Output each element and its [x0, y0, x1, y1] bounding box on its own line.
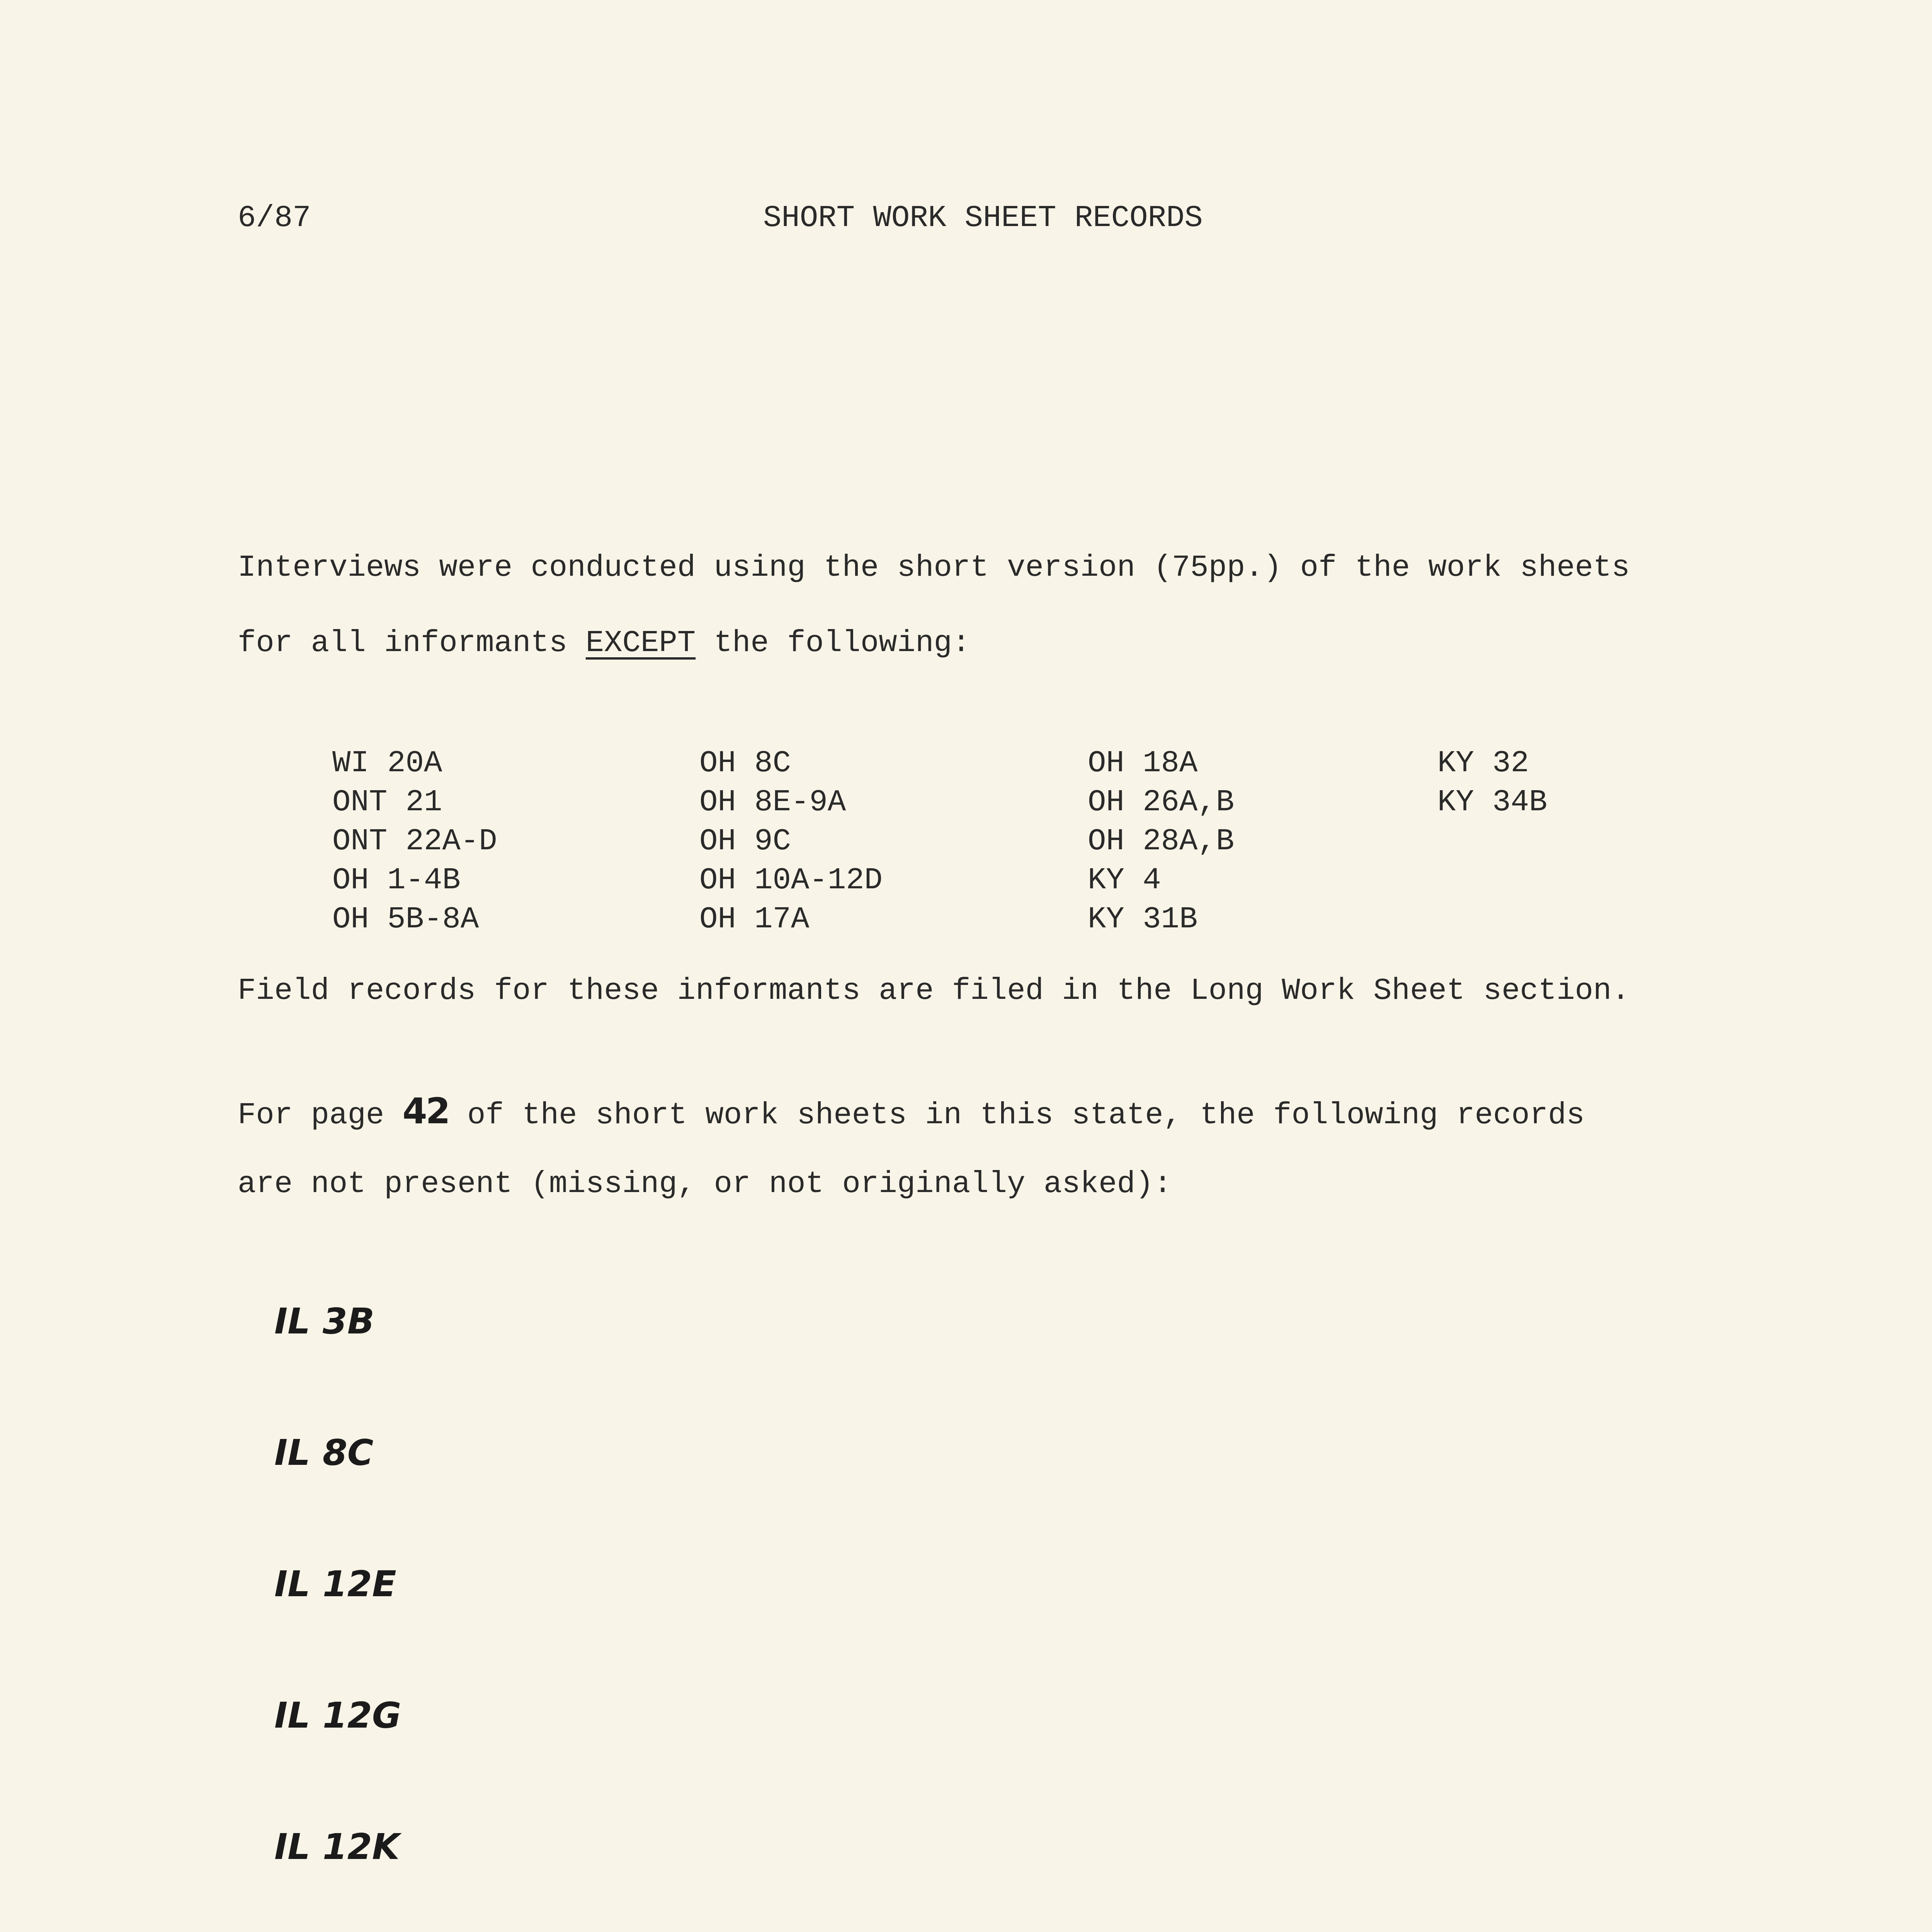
- filed-note: Field records for these informants are filed in the Long Work Sheet section.: [238, 973, 1630, 1008]
- intro-line-2-start: for all informants: [238, 626, 586, 660]
- exception-entry: OH 18A: [1088, 746, 1198, 781]
- handwritten-page-number: 42: [402, 1090, 449, 1132]
- exceptions-column-3: [1088, 744, 1234, 939]
- exception-entry: OH 9C: [699, 824, 791, 859]
- exception-entry: ONT 22A-D: [332, 824, 497, 859]
- header-date: 6/87: [238, 201, 311, 235]
- exception-entry: OH 17A: [699, 902, 810, 937]
- missing-record: IL 12K: [274, 1826, 400, 1867]
- missing-record: IL 12E: [274, 1563, 396, 1605]
- missing-records-list: [274, 1302, 407, 1932]
- exception-entry: KY 32: [1437, 746, 1529, 781]
- exceptions-column-1: [332, 744, 497, 939]
- exception-entry: OH 8E-9A: [699, 785, 846, 820]
- exception-entry: KY 4: [1088, 863, 1161, 898]
- exception-entry: KY 34B: [1437, 785, 1548, 820]
- missing-record: IL 12G: [274, 1695, 401, 1736]
- except-emphasis: EXCEPT: [585, 626, 696, 660]
- exception-entry: OH 1-4B: [332, 863, 461, 898]
- intro-line-1: Interviews were conducted using the short version (75pp.) of the work sheets: [238, 550, 1630, 585]
- exception-entry: WI 20A: [332, 746, 442, 781]
- exception-entry: OH 10A-12D: [699, 863, 883, 898]
- exception-entry: OH 8C: [699, 746, 791, 781]
- exceptions-column-4: [1437, 744, 1547, 822]
- exception-entry: OH 5B-8A: [332, 902, 479, 937]
- intro-line-2-end: the following:: [696, 626, 971, 660]
- exception-entry: OH 26A,B: [1088, 785, 1235, 820]
- exception-entry: OH 28A,B: [1088, 824, 1235, 859]
- page-note-end: of the short work sheets in this state, the following records: [449, 1098, 1585, 1133]
- header-title: SHORT WORK SHEET RECORDS: [763, 201, 1203, 235]
- exception-entry: KY 31B: [1088, 902, 1198, 937]
- missing-record: IL 8C: [274, 1432, 374, 1473]
- intro-line-2: [238, 628, 970, 658]
- missing-record: IL 3B: [274, 1301, 375, 1342]
- exceptions-column-2: [699, 744, 883, 939]
- page-note-start: For page: [238, 1098, 403, 1133]
- exception-entry: ONT 21: [332, 785, 442, 820]
- page-note-line-1: [238, 1090, 1585, 1133]
- page-note-line-2: are not present (missing, or not originally asked):: [238, 1167, 1172, 1201]
